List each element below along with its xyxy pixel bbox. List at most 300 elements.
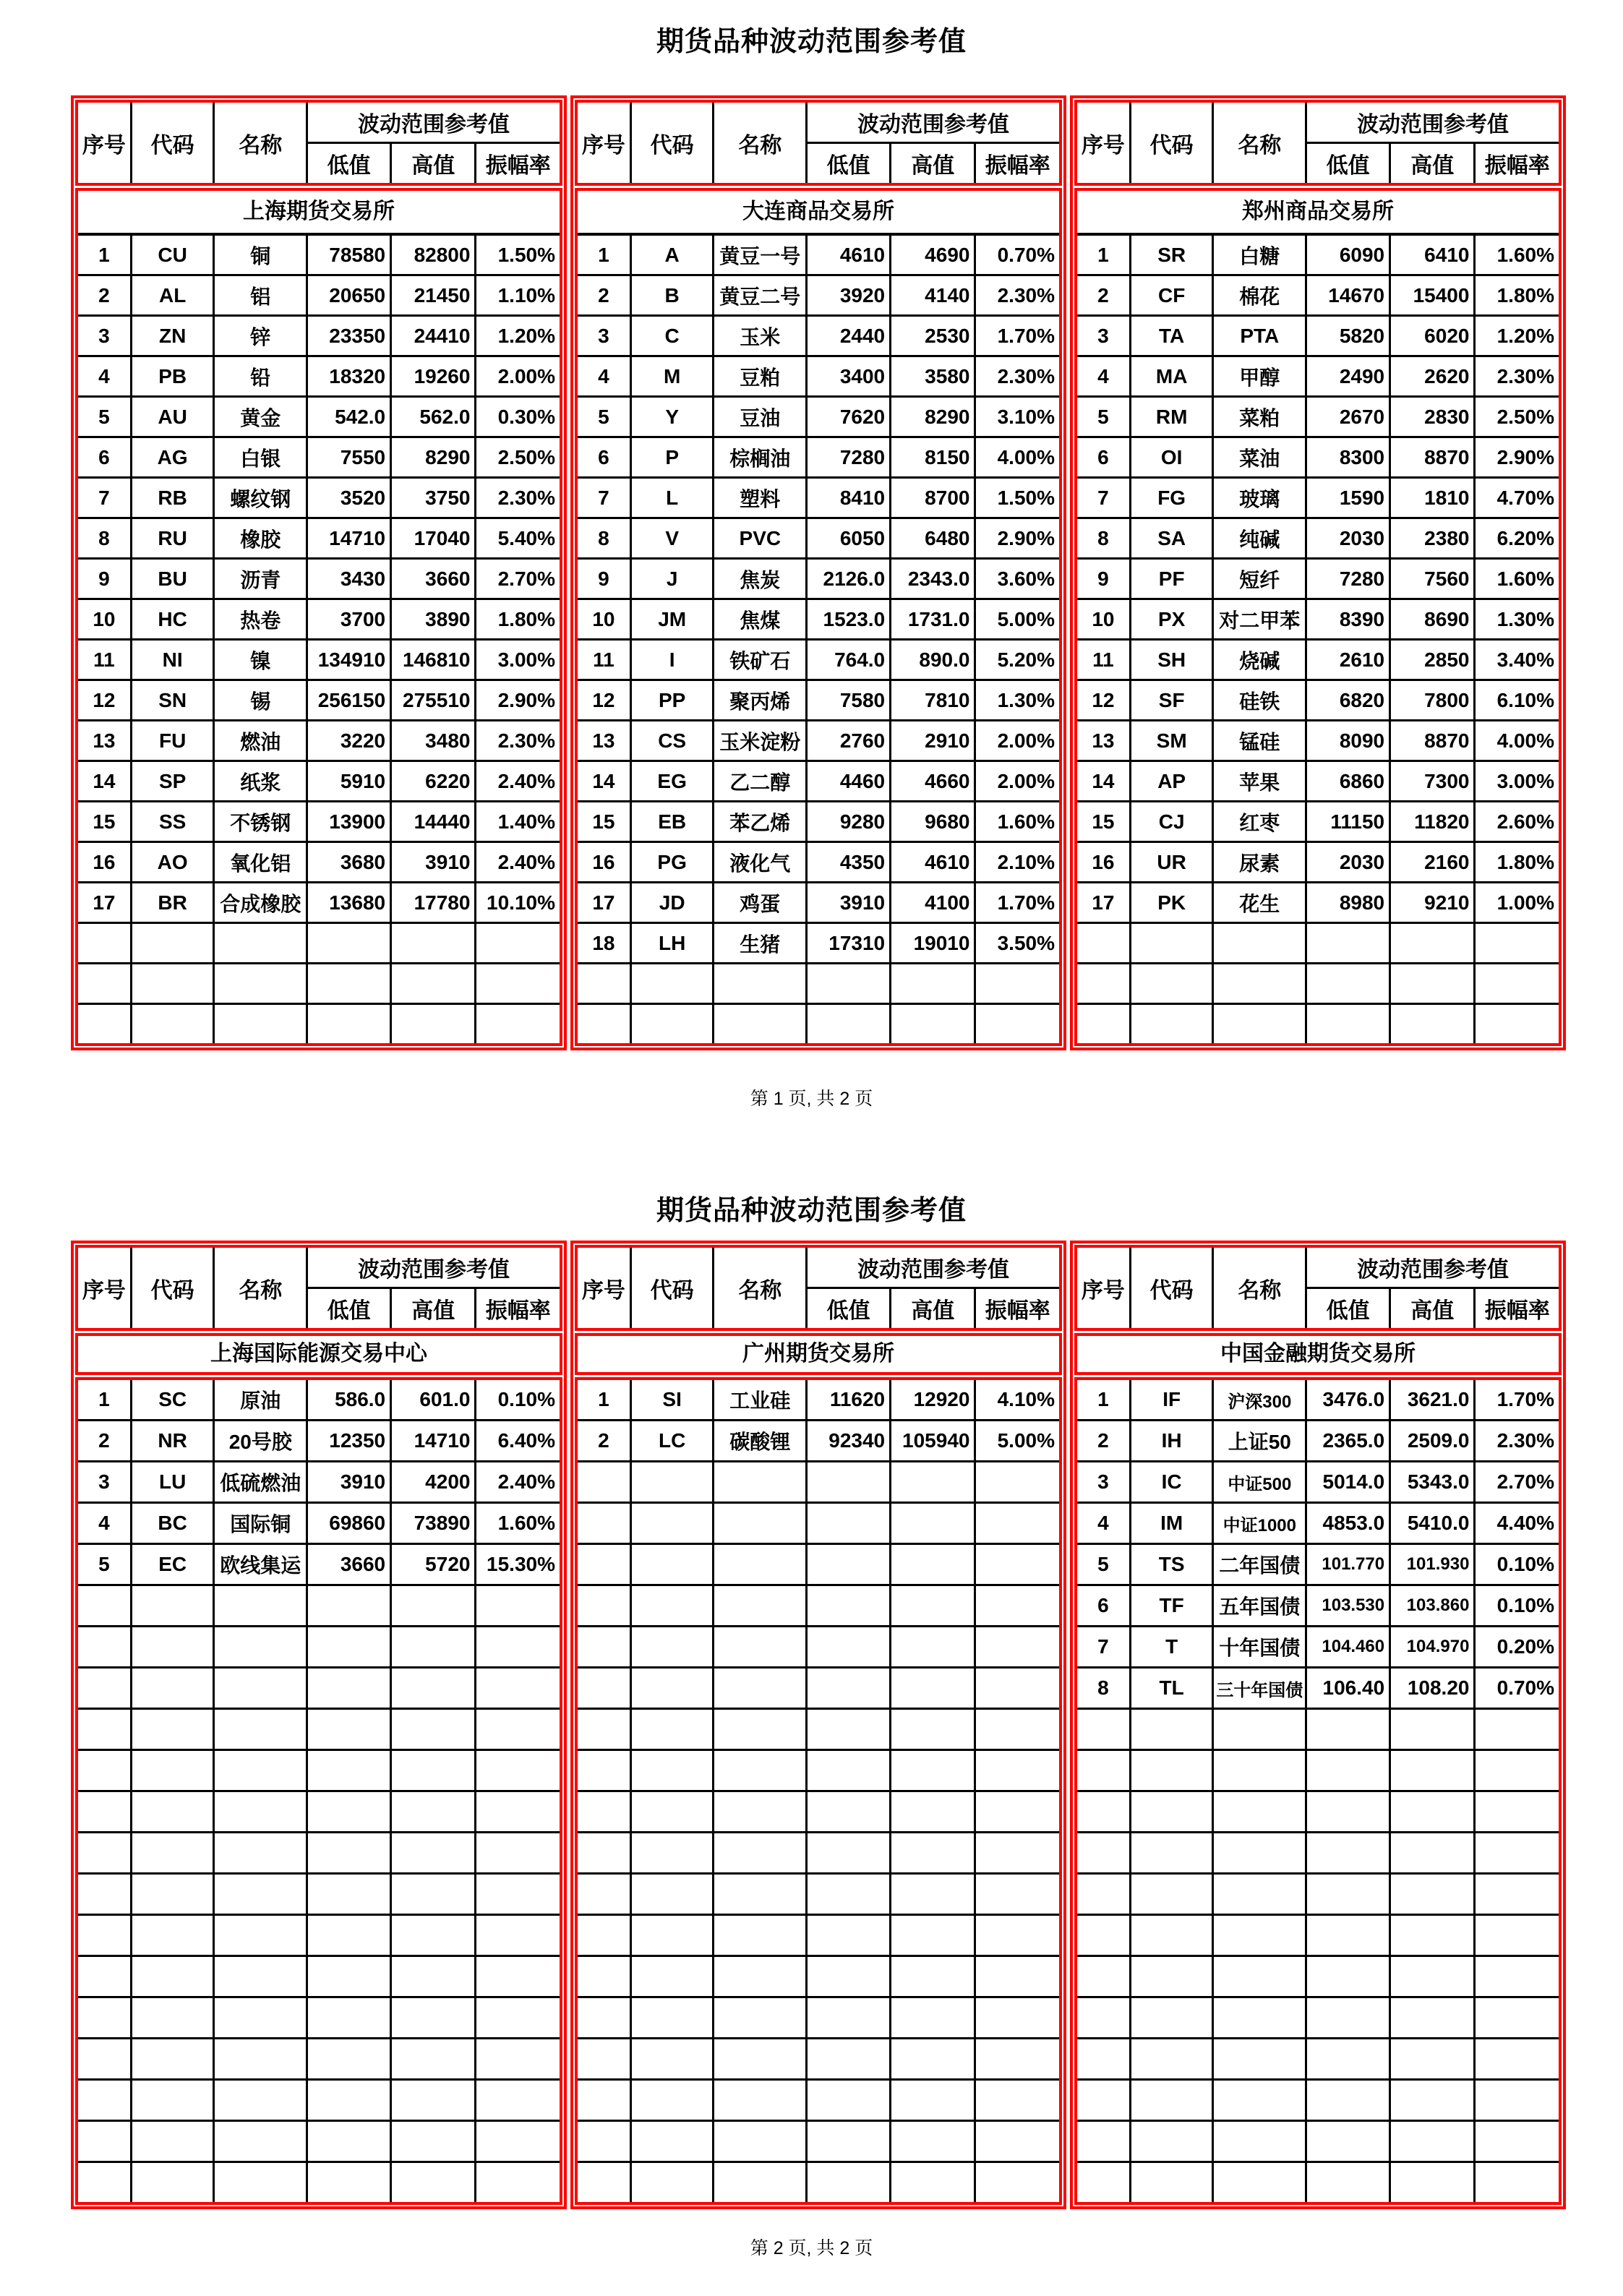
header-col-range: 波动范围参考值 — [807, 1248, 1059, 1288]
cell-code: PB — [131, 356, 214, 397]
cell-no: 9 — [78, 559, 131, 599]
cell-name: PTA — [1213, 316, 1306, 356]
cell-low: 256150 — [307, 680, 391, 721]
cell-code: EB — [630, 802, 714, 842]
cell-low — [1306, 1791, 1390, 1833]
cell-no: 2 — [1077, 1421, 1130, 1462]
cell-no: 1 — [578, 1380, 630, 1421]
page-1-title: 期货品种波动范围参考值 — [656, 27, 967, 57]
cell-code — [131, 1668, 214, 1709]
cell-low: 764.0 — [807, 640, 891, 680]
table-row — [78, 1585, 560, 1627]
cell-high: 562.0 — [391, 397, 476, 437]
cell-low — [307, 2121, 391, 2162]
cell-code — [131, 2039, 214, 2080]
cell-high: 6020 — [1390, 316, 1475, 356]
cell-code — [1130, 2121, 1213, 2162]
table-row — [78, 721, 560, 761]
cell-amp — [1475, 2080, 1559, 2121]
table-row — [78, 640, 560, 680]
table-row — [78, 1462, 560, 1503]
cell-amp: 1.80% — [476, 599, 560, 640]
cell-code: V — [630, 518, 714, 559]
cell-name — [1213, 1004, 1306, 1044]
cell-name: 花生 — [1213, 883, 1306, 923]
cell-low: 7280 — [807, 437, 891, 478]
cell-high: 108.20 — [1390, 1668, 1475, 1709]
table-row — [578, 275, 1059, 316]
cell-amp — [1475, 1750, 1559, 1791]
cell-name — [1213, 2039, 1306, 2080]
cell-high — [891, 1627, 975, 1668]
cell-name: 不锈钢 — [214, 802, 307, 842]
cell-code — [1130, 1791, 1213, 1833]
cell-code — [1130, 964, 1213, 1004]
cell-code — [630, 964, 714, 1004]
cell-name: 短纤 — [1213, 559, 1306, 599]
table-row — [78, 356, 560, 397]
table-row — [578, 2162, 1059, 2203]
cell-amp: 2.90% — [1475, 437, 1559, 478]
column-header-table — [1077, 1248, 1559, 1328]
cell-amp: 3.50% — [975, 923, 1059, 964]
header-col-name: 名称 — [1213, 103, 1306, 183]
exchange-name: 上海期货交易所 — [78, 191, 560, 236]
table-row — [1077, 559, 1559, 599]
page-1-tables — [71, 95, 1566, 1050]
table-row — [578, 2121, 1059, 2162]
cell-no — [78, 2080, 131, 2121]
cell-name — [1213, 964, 1306, 1004]
header-col-range: 波动范围参考值 — [807, 103, 1059, 143]
cell-code — [630, 1833, 714, 1874]
cell-name — [714, 1791, 807, 1833]
cell-amp: 3.10% — [975, 397, 1059, 437]
column-header-table — [78, 103, 560, 183]
table-row — [578, 923, 1059, 964]
cell-name: 热卷 — [214, 599, 307, 640]
table-row — [1077, 275, 1559, 316]
cell-high: 2850 — [1390, 640, 1475, 680]
cell-no — [578, 1833, 630, 1874]
title-and-data-box — [575, 188, 1062, 1046]
cell-high: 8870 — [1390, 721, 1475, 761]
cell-low: 3520 — [307, 478, 391, 518]
cell-high: 8870 — [1390, 437, 1475, 478]
cell-code — [1130, 1874, 1213, 1915]
cell-no — [578, 2162, 630, 2203]
cell-high: 3480 — [391, 721, 476, 761]
cell-high: 890.0 — [891, 640, 975, 680]
table-row — [78, 1791, 560, 1833]
cell-low — [1306, 1709, 1390, 1750]
cell-amp — [975, 2039, 1059, 2080]
cell-amp: 5.00% — [975, 599, 1059, 640]
table-row — [78, 518, 560, 559]
cell-code: L — [630, 478, 714, 518]
cell-code: SC — [131, 1380, 214, 1421]
cell-low — [307, 1997, 391, 2039]
data-grid — [1077, 1380, 1559, 2202]
cell-no — [78, 1709, 131, 1750]
cell-high — [391, 1833, 476, 1874]
cell-amp — [975, 964, 1059, 1004]
cell-low — [307, 923, 391, 964]
cell-amp — [476, 1833, 560, 1874]
cell-no: 13 — [78, 721, 131, 761]
cell-code: BU — [131, 559, 214, 599]
table-row — [578, 1585, 1059, 1627]
cell-low: 20650 — [307, 275, 391, 316]
cell-code — [1130, 1956, 1213, 1997]
cell-code: MA — [1130, 356, 1213, 397]
cell-no: 16 — [1077, 842, 1130, 883]
cell-high: 8690 — [1390, 599, 1475, 640]
cell-high — [391, 2162, 476, 2203]
cell-low: 4460 — [807, 761, 891, 802]
header-col-low: 低值 — [807, 1288, 891, 1329]
table-row — [1077, 2162, 1559, 2203]
cell-amp: 2.30% — [1475, 1421, 1559, 1462]
cell-amp — [1475, 1709, 1559, 1750]
cell-name: 焦煤 — [714, 599, 807, 640]
cell-name: 菜粕 — [1213, 397, 1306, 437]
cell-no: 4 — [578, 356, 630, 397]
header-col-no: 序号 — [578, 103, 630, 183]
cell-low: 7280 — [1306, 559, 1390, 599]
cell-no — [1077, 964, 1130, 1004]
cell-high — [1390, 1956, 1475, 1997]
cell-no — [78, 2121, 131, 2162]
table-row — [578, 559, 1059, 599]
cell-high — [391, 1997, 476, 2039]
cell-high: 14710 — [391, 1421, 476, 1462]
cell-amp: 0.70% — [1475, 1668, 1559, 1709]
table-row — [78, 1544, 560, 1585]
cell-amp — [476, 2121, 560, 2162]
header-col-low: 低值 — [807, 143, 891, 184]
cell-no: 7 — [78, 478, 131, 518]
cell-no: 3 — [1077, 316, 1130, 356]
cell-amp: 1.20% — [1475, 316, 1559, 356]
cell-code: RM — [1130, 397, 1213, 437]
table-row — [78, 1627, 560, 1668]
cell-no: 1 — [78, 236, 131, 275]
cell-high — [391, 964, 476, 1004]
table-row — [1077, 1833, 1559, 1874]
cell-high: 146810 — [391, 640, 476, 680]
cell-high — [1390, 1791, 1475, 1833]
cell-high — [1390, 923, 1475, 964]
cell-name — [714, 964, 807, 1004]
cell-low: 104.460 — [1306, 1627, 1390, 1668]
cell-no: 14 — [78, 761, 131, 802]
cell-no — [1077, 2080, 1130, 2121]
cell-high: 8700 — [891, 478, 975, 518]
cell-code — [630, 1956, 714, 1997]
cell-name: 生猪 — [714, 923, 807, 964]
data-box — [575, 1377, 1062, 2205]
cell-low — [307, 1833, 391, 1874]
cell-name — [214, 1709, 307, 1750]
cell-code: SS — [131, 802, 214, 842]
cell-code: RU — [131, 518, 214, 559]
cell-name: 十年国债 — [1213, 1627, 1306, 1668]
cell-low: 3910 — [807, 883, 891, 923]
cell-low: 14670 — [1306, 275, 1390, 316]
cell-name: 锡 — [214, 680, 307, 721]
cell-low: 4853.0 — [1306, 1503, 1390, 1544]
cell-name — [1213, 1750, 1306, 1791]
cell-low — [307, 2039, 391, 2080]
cell-name: 焦炭 — [714, 559, 807, 599]
cell-no — [78, 2162, 131, 2203]
cell-name — [714, 1668, 807, 1709]
cell-no: 17 — [78, 883, 131, 923]
cell-high: 101.930 — [1390, 1544, 1475, 1585]
table-row — [78, 397, 560, 437]
table-row — [78, 2121, 560, 2162]
cell-low — [807, 1915, 891, 1956]
cell-low — [807, 1997, 891, 2039]
cell-low: 6090 — [1306, 236, 1390, 275]
cell-low — [307, 2080, 391, 2121]
cell-high: 5410.0 — [1390, 1503, 1475, 1544]
cell-high: 14440 — [391, 802, 476, 842]
cell-amp — [1475, 1874, 1559, 1915]
table-row — [78, 1750, 560, 1791]
cell-name: 铅 — [214, 356, 307, 397]
cell-high: 5720 — [391, 1544, 476, 1585]
cell-high: 15400 — [1390, 275, 1475, 316]
exchange-name: 广州期货交易所 — [742, 1342, 894, 1366]
cell-no — [578, 2080, 630, 2121]
title-box — [75, 1333, 562, 1375]
cell-amp — [476, 1915, 560, 1956]
header-col-amp: 振幅率 — [476, 143, 560, 184]
cell-amp: 2.50% — [1475, 397, 1559, 437]
table-row — [578, 1627, 1059, 1668]
cell-no: 3 — [78, 316, 131, 356]
table-row — [78, 2080, 560, 2121]
cell-code: PX — [1130, 599, 1213, 640]
cell-high — [391, 1791, 476, 1833]
cell-low: 3476.0 — [1306, 1380, 1390, 1421]
cell-name — [714, 1503, 807, 1544]
cell-name: 沥青 — [214, 559, 307, 599]
cell-amp: 2.70% — [1475, 1462, 1559, 1503]
cell-code: LC — [630, 1421, 714, 1462]
header-col-no: 序号 — [78, 103, 131, 183]
header-col-code: 代码 — [630, 103, 714, 183]
cell-low — [807, 1004, 891, 1044]
cell-low: 4610 — [807, 236, 891, 275]
cell-code: IF — [1130, 1380, 1213, 1421]
table-row — [1077, 236, 1559, 275]
cell-no — [578, 1668, 630, 1709]
title-and-data-box — [75, 188, 562, 1046]
cell-amp — [1475, 1004, 1559, 1044]
cell-low — [1306, 1915, 1390, 1956]
data-box — [1074, 1377, 1562, 2205]
cell-name — [1213, 2121, 1306, 2162]
cell-code — [131, 1585, 214, 1627]
cell-low: 106.40 — [1306, 1668, 1390, 1709]
table-row — [1077, 1544, 1559, 1585]
cell-no — [578, 1004, 630, 1044]
cell-high: 82800 — [391, 236, 476, 275]
table-row — [78, 883, 560, 923]
cell-name: 低硫燃油 — [214, 1462, 307, 1503]
cell-name: 豆粕 — [714, 356, 807, 397]
cell-high: 6410 — [1390, 236, 1475, 275]
cell-low — [1306, 1833, 1390, 1874]
cell-low — [307, 2162, 391, 2203]
cell-high — [1390, 1915, 1475, 1956]
cell-no: 4 — [78, 356, 131, 397]
cell-low — [807, 1750, 891, 1791]
cell-amp: 2.30% — [975, 356, 1059, 397]
header-box — [75, 100, 562, 186]
cell-no — [78, 1915, 131, 1956]
cell-no: 9 — [578, 559, 630, 599]
data-grid — [578, 1380, 1059, 2202]
cell-no: 7 — [1077, 478, 1130, 518]
cell-low — [807, 2039, 891, 2080]
cell-amp — [476, 1874, 560, 1915]
table-row — [578, 1874, 1059, 1915]
cell-low — [1306, 1874, 1390, 1915]
cell-code: SR — [1130, 236, 1213, 275]
cell-high: 4140 — [891, 275, 975, 316]
cell-no: 6 — [78, 437, 131, 478]
cell-high: 601.0 — [391, 1380, 476, 1421]
table-row — [78, 842, 560, 883]
table-row — [1077, 1915, 1559, 1956]
cell-name: 黄金 — [214, 397, 307, 437]
table-row — [578, 437, 1059, 478]
cell-high: 73890 — [391, 1503, 476, 1544]
table-row — [578, 842, 1059, 883]
column-header-table — [1077, 103, 1559, 183]
cell-name — [1213, 2162, 1306, 2203]
cell-no — [1077, 1750, 1130, 1791]
page-1-footer: 第 1 页, 共 2 页 — [750, 1089, 873, 1109]
cell-low — [307, 1585, 391, 1627]
cell-amp — [1475, 1833, 1559, 1874]
cell-high — [391, 1004, 476, 1044]
cell-no — [78, 1627, 131, 1668]
cell-no — [78, 2039, 131, 2080]
table-row — [1077, 1627, 1559, 1668]
table-row — [78, 923, 560, 964]
cell-high: 8290 — [391, 437, 476, 478]
table-row — [78, 1668, 560, 1709]
cell-name: 镍 — [214, 640, 307, 680]
cell-low — [307, 1956, 391, 1997]
cell-high — [391, 1585, 476, 1627]
cell-amp: 2.40% — [476, 842, 560, 883]
cell-code: M — [630, 356, 714, 397]
cell-name — [714, 2039, 807, 2080]
cell-no — [1077, 923, 1130, 964]
cell-code: J — [630, 559, 714, 599]
cell-name — [214, 1668, 307, 1709]
cell-name: 聚丙烯 — [714, 680, 807, 721]
cell-name: 红枣 — [1213, 802, 1306, 842]
cell-high: 9680 — [891, 802, 975, 842]
cell-name — [1213, 1874, 1306, 1915]
cell-no: 11 — [78, 640, 131, 680]
cell-high — [391, 1750, 476, 1791]
cell-no: 8 — [578, 518, 630, 559]
cell-low — [807, 1585, 891, 1627]
header-col-range: 波动范围参考值 — [307, 1248, 560, 1288]
table-row — [578, 1997, 1059, 2039]
cell-code — [630, 2162, 714, 2203]
cell-no: 5 — [1077, 1544, 1130, 1585]
cell-code: SM — [1130, 721, 1213, 761]
table-row — [1077, 883, 1559, 923]
table-row — [578, 478, 1059, 518]
exchange-table — [1070, 95, 1566, 1050]
cell-name: 玉米 — [714, 316, 807, 356]
cell-low — [307, 1709, 391, 1750]
cell-name: 黄豆一号 — [714, 236, 807, 275]
cell-code — [131, 1874, 214, 1915]
table-row — [578, 599, 1059, 640]
cell-name — [214, 1997, 307, 2039]
cell-low: 8410 — [807, 478, 891, 518]
cell-amp — [1475, 2121, 1559, 2162]
cell-code — [131, 1750, 214, 1791]
cell-high: 104.970 — [1390, 1627, 1475, 1668]
cell-name: 苹果 — [1213, 761, 1306, 802]
cell-amp — [476, 1627, 560, 1668]
cell-name — [714, 2162, 807, 2203]
table-row — [78, 275, 560, 316]
cell-amp: 1.70% — [975, 316, 1059, 356]
cell-high: 19260 — [391, 356, 476, 397]
cell-name: 碳酸锂 — [714, 1421, 807, 1462]
table-row — [578, 680, 1059, 721]
cell-high: 4200 — [391, 1462, 476, 1503]
cell-high — [891, 1874, 975, 1915]
cell-name — [1213, 2080, 1306, 2121]
cell-high — [891, 1956, 975, 1997]
cell-low: 11150 — [1306, 802, 1390, 842]
cell-high: 5343.0 — [1390, 1462, 1475, 1503]
header-col-range: 波动范围参考值 — [1306, 103, 1559, 143]
cell-low: 3660 — [307, 1544, 391, 1585]
cell-high — [891, 2039, 975, 2080]
cell-high: 7800 — [1390, 680, 1475, 721]
cell-no — [78, 1004, 131, 1044]
cell-low — [807, 964, 891, 1004]
cell-low — [307, 1750, 391, 1791]
exchange-name: 郑州商品交易所 — [1077, 191, 1559, 236]
header-col-high: 高值 — [1390, 1288, 1475, 1329]
cell-no — [1077, 1997, 1130, 2039]
cell-name — [714, 1462, 807, 1503]
table-row — [578, 1668, 1059, 1709]
cell-code: SF — [1130, 680, 1213, 721]
cell-high — [391, 1956, 476, 1997]
cell-code: NR — [131, 1421, 214, 1462]
page-2-title: 期货品种波动范围参考值 — [656, 1196, 967, 1226]
cell-no — [578, 1997, 630, 2039]
data-box — [75, 1377, 562, 2205]
